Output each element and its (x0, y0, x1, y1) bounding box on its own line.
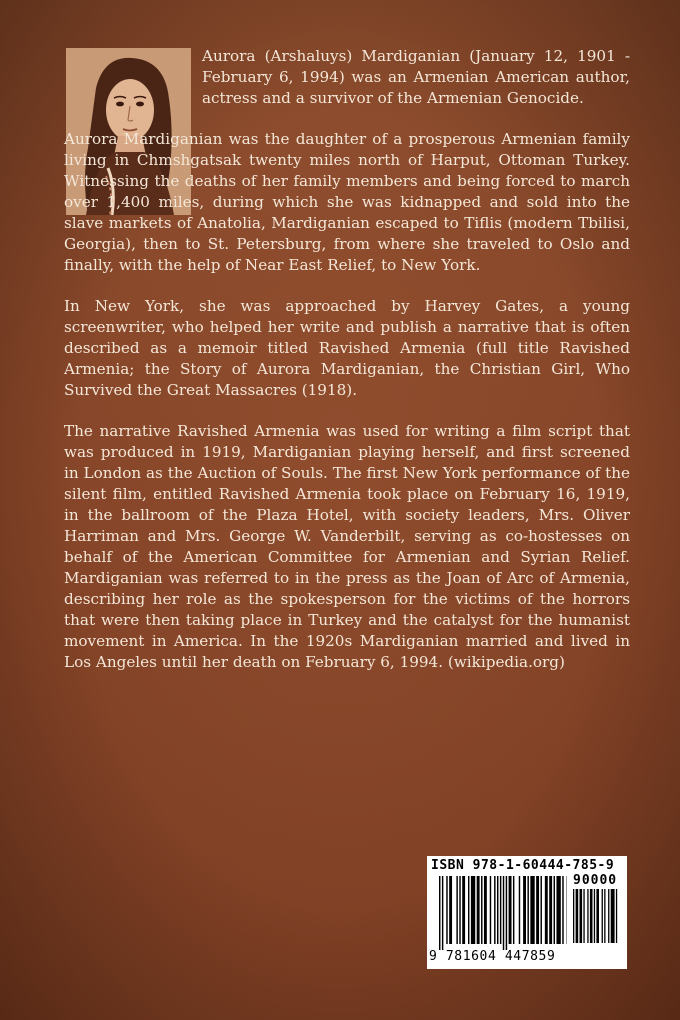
price-code-text: 90000 (573, 873, 618, 888)
isbn-text: ISBN 978-1-60444-785-9 (431, 858, 615, 873)
barcode-bar (513, 876, 514, 944)
body-text (64, 46, 630, 693)
barcode-bar (446, 876, 447, 944)
barcode-bar (616, 889, 617, 943)
barcode-bar (490, 876, 491, 944)
barcode-bar (500, 876, 501, 944)
addon-barcode-bars (573, 889, 621, 949)
paragraph-3: In New York, she was approached by Harvey Gates, a young screenwriter, who helped her write and publish a narrative that is often described as a memoir titled Ravished Armenia (full title Ravished Armenia; the Story of Aurora Mardiganian, the Christian Girl, Who Survived the Great Massacres (1918). (64, 297, 630, 399)
barcode-bar (442, 876, 443, 950)
barcode-bar (576, 889, 579, 943)
barcode-bar (439, 876, 440, 950)
barcode-bar (541, 876, 542, 944)
barcode-bar (462, 876, 465, 944)
barcode-bar (580, 889, 583, 943)
barcode-bar (523, 876, 526, 944)
barcode-bar (611, 889, 615, 943)
barcode-bar (590, 889, 593, 943)
barcode-bar (556, 876, 560, 944)
barcode-bar (602, 889, 603, 943)
barcode-bar (484, 876, 487, 944)
barcode-bar (494, 876, 495, 944)
paragraph-2 (64, 129, 630, 276)
barcode-bar (481, 876, 482, 944)
paragraph-4: The narrative Ravished Armenia was used for writing a film script that was produced in 1919, Mardiganian playing herself, and first screened in London as the Auction of Souls. The first New York performance of the silent film, entitled Ravished Armenia took place on February 16, 1919, in the ballroom of the Plaza Hotel, with society leaders, Mrs. Oliver Harriman and Mrs. George W. Vanderbilt, serving as co-hostesses on behalf of the American Committee for Armenian and Syrian Relief. Mardiganian was referred to in the press as the Joan of Arc of Armenia, describing her role as the spokesperson for the victims of the horrors that were then taking place in Turkey and the catalyst for the humanist movement in America. In the 1920s Mardiganian married and lived in Los Angeles until her death on February 6, 1994. (wikipedia.org) (64, 422, 630, 671)
barcode-bar (530, 876, 534, 944)
barcode-bar (562, 876, 563, 944)
barcode-bar (583, 889, 584, 943)
barcode-bar (503, 876, 504, 950)
barcode-bar (594, 889, 595, 943)
barcode-bar (459, 876, 460, 944)
barcode-bar (573, 889, 574, 943)
barcode-bar (545, 876, 548, 944)
paragraph-1: Aurora (Arshaluys) Mardiganian (January 12, 1901 - February 6, 1994) was an Armenian American author, actress and a survivor of the Armenian Genocide. (202, 47, 630, 107)
barcode-bar (477, 876, 480, 944)
barcode-bar (519, 876, 520, 944)
barcode-bar (536, 876, 539, 944)
barcode-bar (549, 876, 552, 944)
barcode-bar (471, 876, 475, 944)
barcode-bar (604, 889, 605, 943)
ean-number-text: 9 781604 447859 (429, 949, 556, 964)
barcode-bar (527, 876, 528, 944)
barcode-bar (506, 876, 507, 950)
isbn-barcode (427, 856, 627, 969)
barcode-bar (468, 876, 469, 944)
barcode-bar (509, 876, 512, 944)
paragraph-2-text: Aurora Mardiganian was the daughter of a prosperous Armenian family living in Chmshgatsak twenty miles north of Harput, Ottoman Turkey. Witnessing the deaths of her family members and being forced to march over 1,400 miles, during which she was kidnapped and sold into the slave markets of Anatolia, Mardiganian escaped to Tiflis (modern Tbilisi, Georgia), then to St. Petersburg, from where she traveled to Oslo and finally, with the help of Near East Relief, to New York. (64, 130, 630, 274)
barcode-bar (587, 889, 588, 943)
barcode-bar (449, 876, 452, 944)
barcode-bar (608, 889, 609, 943)
ean-barcode-bars (439, 876, 567, 950)
barcode-bar (596, 889, 599, 943)
barcode-bar (554, 876, 555, 944)
barcode-bar (497, 876, 498, 944)
barcode-bar (456, 876, 457, 944)
